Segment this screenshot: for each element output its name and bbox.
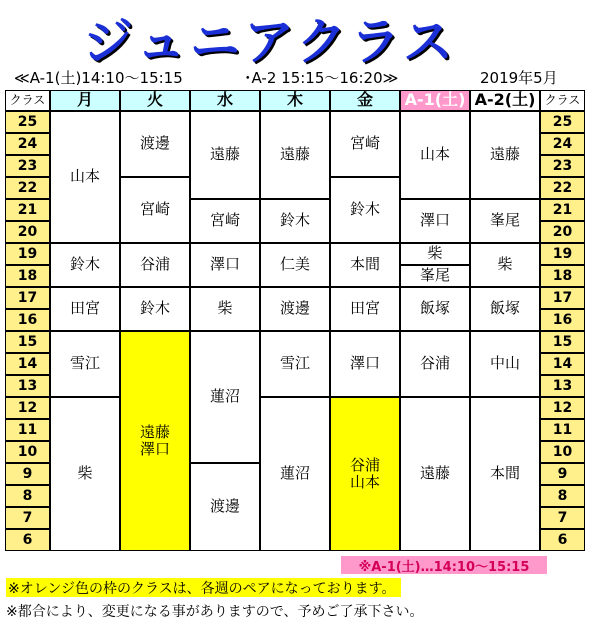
header-day-1: 月 [50, 90, 120, 111]
schedule-cell: 宮崎 [330, 111, 400, 177]
schedule-cell: 中山 [470, 331, 540, 397]
class-number-left: 14 [5, 353, 50, 375]
class-number-right: 25 [540, 111, 585, 133]
schedule-cell: 柴 [50, 397, 120, 551]
schedule-cell: 遠藤 [400, 397, 470, 551]
class-number-left: 13 [5, 375, 50, 397]
note-schedule-change: ※都合により、変更になる事がありますので、予めご了承下さい。 [6, 603, 424, 620]
class-number-left: 6 [5, 529, 50, 551]
class-number-left: 11 [5, 419, 50, 441]
header-class-right: クラス [540, 90, 585, 111]
schedule-cell: 峯尾 [470, 199, 540, 243]
class-number-right: 13 [540, 375, 585, 397]
header-day-2: 火 [120, 90, 190, 111]
note-a1-time: ※A-1(土)…14:10〜15:15 [341, 556, 547, 574]
class-number-left: 10 [5, 441, 50, 463]
class-number-right: 9 [540, 463, 585, 485]
info-a2-time: ･A-2 15:15〜16:20≫ [244, 69, 399, 87]
schedule-cell: 雪江 [50, 331, 120, 397]
schedule-cell: 柴 [470, 243, 540, 287]
header-day-3: 水 [190, 90, 260, 111]
schedule-cell: 遠藤 澤口 [120, 331, 190, 551]
class-number-left: 20 [5, 221, 50, 243]
schedule-cell: 飯塚 [470, 287, 540, 331]
class-number-right: 23 [540, 155, 585, 177]
class-number-right: 24 [540, 133, 585, 155]
class-number-left: 25 [5, 111, 50, 133]
schedule-cell: 田宮 [330, 287, 400, 331]
class-number-right: 14 [540, 353, 585, 375]
class-number-left: 19 [5, 243, 50, 265]
schedule-cell: 澤口 [330, 331, 400, 397]
class-number-right: 19 [540, 243, 585, 265]
schedule-cell: 宮崎 [120, 177, 190, 243]
class-number-left: 12 [5, 397, 50, 419]
class-number-right: 10 [540, 441, 585, 463]
schedule-cell: 仁美 [260, 243, 330, 287]
schedule-cell: 渡邊 [260, 287, 330, 331]
class-number-left: 24 [5, 133, 50, 155]
schedule-cell: 蓮沼 [260, 397, 330, 551]
class-number-left: 18 [5, 265, 50, 287]
class-number-right: 7 [540, 507, 585, 529]
class-number-right: 12 [540, 397, 585, 419]
schedule-cell: 山本 [50, 111, 120, 243]
info-a1-time: ≪A-1(土)14:10〜15:15 [14, 69, 183, 87]
schedule-cell: 蓮沼 [190, 331, 260, 463]
schedule-cell: 谷浦 [400, 331, 470, 397]
schedule-cell: 遠藤 [260, 111, 330, 199]
schedule-cell: 飯塚 [400, 287, 470, 331]
schedule-cell: 柴 [190, 287, 260, 331]
info-date: 2019年5月 [480, 69, 558, 87]
schedule-cell: 鈴木 [50, 243, 120, 287]
class-number-right: 18 [540, 265, 585, 287]
schedule-cell: 鈴木 [120, 287, 190, 331]
class-number-left: 7 [5, 507, 50, 529]
schedule-cell: 渡邊 [120, 111, 190, 177]
schedule-cell: 遠藤 [470, 111, 540, 199]
class-number-right: 6 [540, 529, 585, 551]
class-number-left: 8 [5, 485, 50, 507]
class-number-right: 22 [540, 177, 585, 199]
schedule-cell: 田宮 [50, 287, 120, 331]
class-number-right: 15 [540, 331, 585, 353]
schedule-cell: 本間 [330, 243, 400, 287]
schedule-cell: 山本 [400, 111, 470, 199]
class-number-right: 16 [540, 309, 585, 331]
class-number-left: 16 [5, 309, 50, 331]
class-number-right: 20 [540, 221, 585, 243]
schedule-cell: 遠藤 [190, 111, 260, 199]
class-number-left: 9 [5, 463, 50, 485]
note-orange-frame: ※オレンジ色の枠のクラスは、各週のペアになっております。 [6, 578, 401, 597]
class-number-left: 17 [5, 287, 50, 309]
schedule-table [5, 90, 597, 554]
class-number-right: 11 [540, 419, 585, 441]
class-number-left: 22 [5, 177, 50, 199]
schedule-cell: 谷浦 [120, 243, 190, 287]
header-day-4: 木 [260, 90, 330, 111]
class-number-left: 23 [5, 155, 50, 177]
header-day-7: A-2(土) [470, 90, 540, 111]
class-number-left: 21 [5, 199, 50, 221]
class-number-right: 21 [540, 199, 585, 221]
schedule-cell: 鈴木 [260, 199, 330, 243]
schedule-cell: 鈴木 [330, 177, 400, 243]
page-title: ジュニアクラス [83, 13, 457, 71]
schedule-cell: 澤口 [400, 199, 470, 243]
schedule-cell: 谷浦 山本 [330, 397, 400, 551]
schedule-cell: 峯尾 [400, 265, 470, 287]
schedule-cell: 本間 [470, 397, 540, 551]
schedule-cell: 渡邊 [190, 463, 260, 551]
schedule-cell: 雪江 [260, 331, 330, 397]
class-number-right: 17 [540, 287, 585, 309]
header-class-left: クラス [5, 90, 50, 111]
header-day-5: 金 [330, 90, 400, 111]
schedule-cell: 澤口 [190, 243, 260, 287]
class-number-left: 15 [5, 331, 50, 353]
header-day-6: A-1(土) [400, 90, 470, 111]
schedule-cell: 宮崎 [190, 199, 260, 243]
schedule-cell: 柴 [400, 243, 470, 265]
class-number-right: 8 [540, 485, 585, 507]
